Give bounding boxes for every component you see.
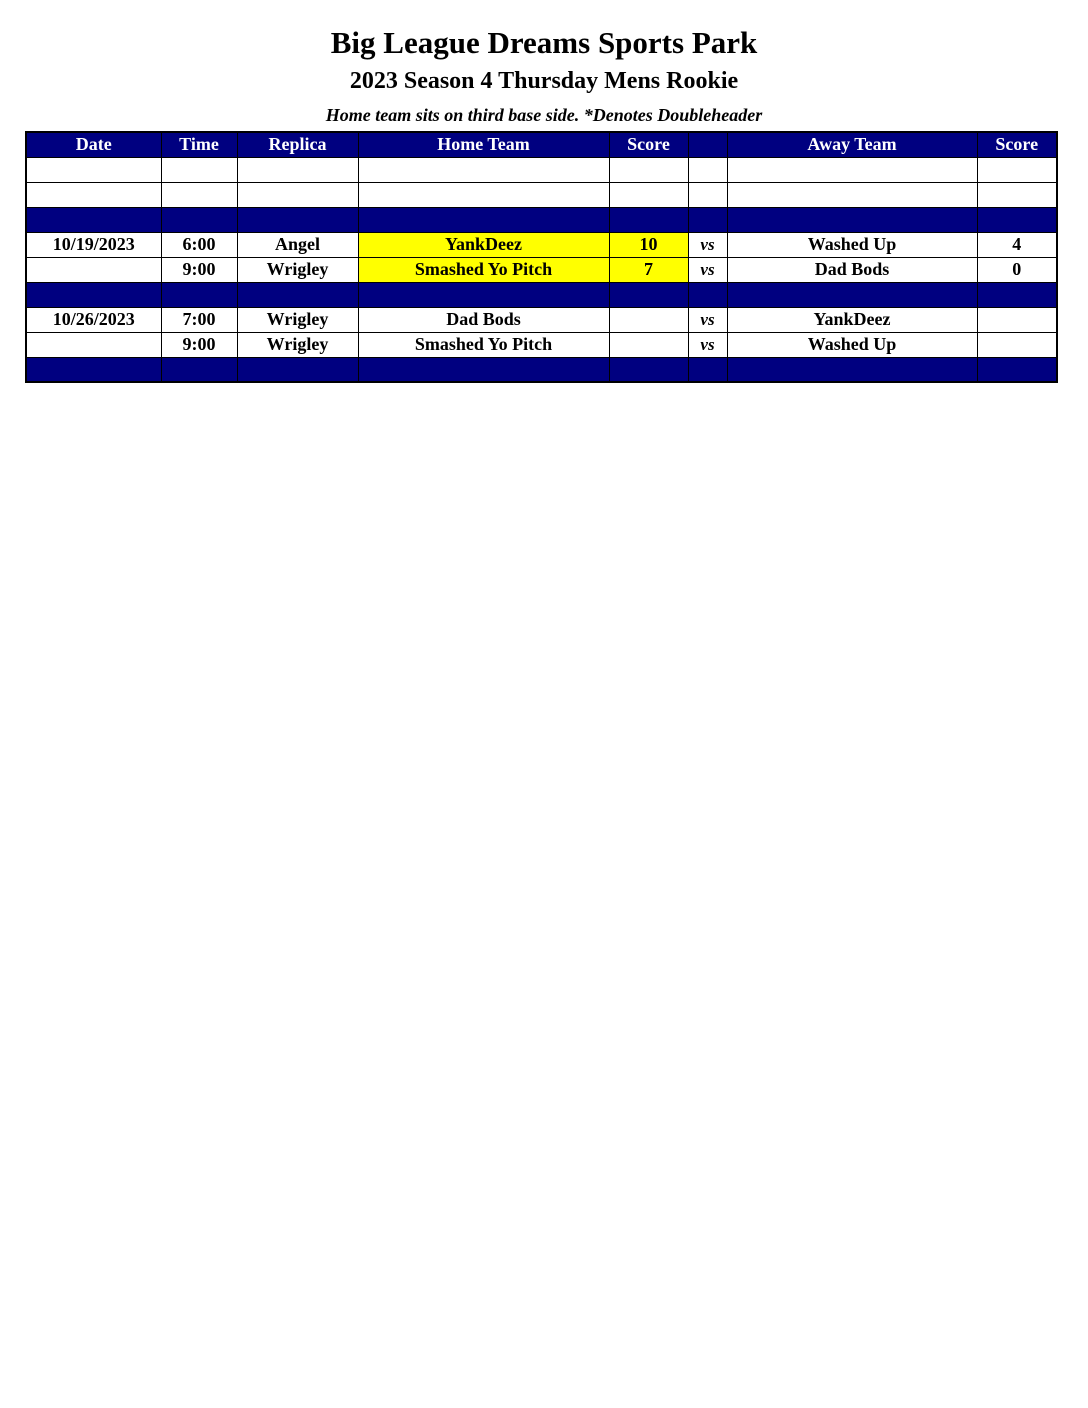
game-row xyxy=(26,232,1057,257)
home-score: 10 xyxy=(609,232,688,257)
separator-cell xyxy=(237,357,358,382)
empty-cell xyxy=(977,182,1057,207)
column-header-time: Time xyxy=(161,132,237,157)
home-score xyxy=(609,332,688,357)
separator-cell xyxy=(358,207,609,232)
versus-label: vs xyxy=(688,307,727,332)
column-header-away-score: Score xyxy=(977,132,1057,157)
empty-cell xyxy=(727,157,977,182)
empty-cell xyxy=(358,157,609,182)
separator-cell xyxy=(609,207,688,232)
empty-cell xyxy=(237,182,358,207)
game-date: 10/19/2023 xyxy=(26,232,161,257)
empty-cell xyxy=(727,182,977,207)
separator-cell xyxy=(688,282,727,307)
separator-cell xyxy=(977,282,1057,307)
away-score: 4 xyxy=(977,232,1057,257)
empty-cell xyxy=(237,157,358,182)
home-score: 7 xyxy=(609,257,688,282)
column-header-replica: Replica xyxy=(237,132,358,157)
home-team: Smashed Yo Pitch xyxy=(358,332,609,357)
separator-cell xyxy=(161,207,237,232)
week-separator-row xyxy=(26,207,1057,232)
separator-cell xyxy=(358,357,609,382)
separator-cell xyxy=(26,207,161,232)
week-separator-row xyxy=(26,357,1057,382)
separator-cell xyxy=(609,282,688,307)
column-header-away-team: Away Team xyxy=(727,132,977,157)
schedule-note: Home team sits on third base side. *Denotes Doubleheader xyxy=(325,105,763,125)
game-replica-field: Wrigley xyxy=(237,332,358,357)
home-team: YankDeez xyxy=(358,232,609,257)
game-time: 7:00 xyxy=(161,307,237,332)
separator-cell xyxy=(161,282,237,307)
empty-row xyxy=(26,157,1057,182)
empty-cell xyxy=(609,157,688,182)
empty-cell xyxy=(977,157,1057,182)
home-score xyxy=(609,307,688,332)
empty-cell xyxy=(26,182,161,207)
versus-label: vs xyxy=(688,332,727,357)
away-team: Dad Bods xyxy=(727,257,977,282)
game-date: 10/26/2023 xyxy=(26,307,161,332)
separator-cell xyxy=(688,207,727,232)
away-score xyxy=(977,332,1057,357)
away-score: 0 xyxy=(977,257,1057,282)
away-team: YankDeez xyxy=(727,307,977,332)
empty-cell xyxy=(609,182,688,207)
away-team: Washed Up xyxy=(727,232,977,257)
game-replica-field: Wrigley xyxy=(237,257,358,282)
empty-cell xyxy=(161,157,237,182)
away-score xyxy=(977,307,1057,332)
separator-cell xyxy=(26,282,161,307)
away-team: Washed Up xyxy=(727,332,977,357)
separator-cell xyxy=(358,282,609,307)
game-date xyxy=(26,332,161,357)
separator-cell xyxy=(727,282,977,307)
separator-cell xyxy=(977,357,1057,382)
separator-cell xyxy=(237,282,358,307)
separator-cell xyxy=(237,207,358,232)
home-team: Dad Bods xyxy=(358,307,609,332)
versus-label: vs xyxy=(688,257,727,282)
versus-label: vs xyxy=(688,232,727,257)
empty-cell xyxy=(161,182,237,207)
game-date xyxy=(26,257,161,282)
separator-cell xyxy=(977,207,1057,232)
table-header-row xyxy=(26,132,1057,157)
separator-cell xyxy=(727,207,977,232)
game-replica-field: Wrigley xyxy=(237,307,358,332)
empty-cell xyxy=(26,157,161,182)
schedule-table xyxy=(25,131,1058,383)
column-header-home-team: Home Team xyxy=(358,132,609,157)
separator-cell xyxy=(609,357,688,382)
game-row xyxy=(26,332,1057,357)
game-time: 6:00 xyxy=(161,232,237,257)
week-separator-row xyxy=(26,282,1057,307)
game-row xyxy=(26,257,1057,282)
game-row xyxy=(26,307,1057,332)
separator-cell xyxy=(26,357,161,382)
page-title: Big League Dreams Sports Park xyxy=(330,25,758,60)
page-subtitle: 2023 Season 4 Thursday Mens Rookie xyxy=(349,68,739,94)
empty-cell xyxy=(688,157,727,182)
empty-row xyxy=(26,182,1057,207)
column-header-home-score: Score xyxy=(609,132,688,157)
game-time: 9:00 xyxy=(161,332,237,357)
game-replica-field: Angel xyxy=(237,232,358,257)
separator-cell xyxy=(161,357,237,382)
column-header-date: Date xyxy=(26,132,161,157)
column-header-vs xyxy=(688,132,727,157)
empty-cell xyxy=(688,182,727,207)
separator-cell xyxy=(688,357,727,382)
empty-cell xyxy=(358,182,609,207)
game-time: 9:00 xyxy=(161,257,237,282)
home-team: Smashed Yo Pitch xyxy=(358,257,609,282)
separator-cell xyxy=(727,357,977,382)
